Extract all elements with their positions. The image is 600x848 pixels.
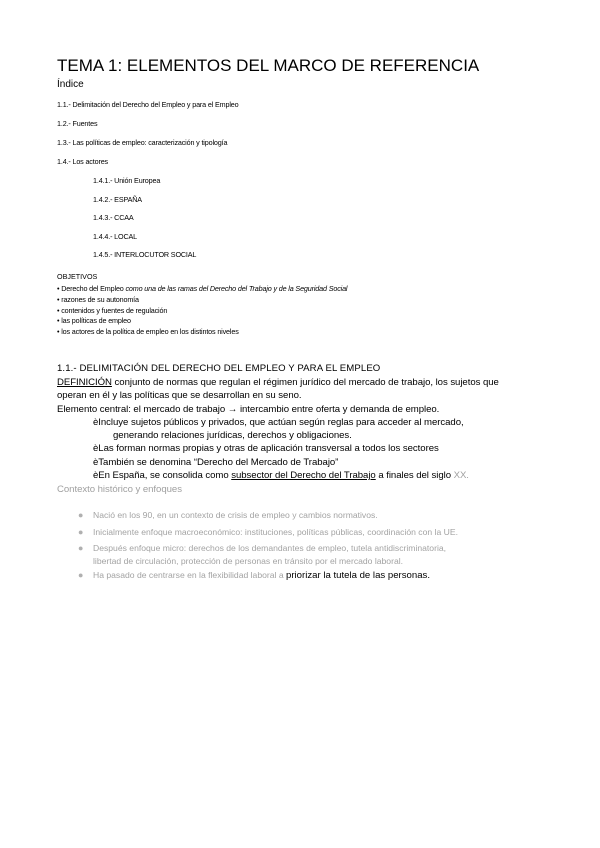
- point-text: èEn España, se consolida como: [93, 470, 232, 481]
- context-item: Nació en los 90, en un contexto de crisis de empleo y cambios normativos.: [93, 510, 378, 520]
- index-heading: Índice: [57, 79, 84, 90]
- toc-item: 1.3.- Las políticas de empleo: caracterización y tipología: [57, 138, 228, 147]
- context-item: [93, 570, 430, 581]
- toc-item: 1.1.- Delimitación del Derecho del Empleo y para el Empleo: [57, 100, 239, 109]
- objective-item: • las políticas de empleo: [57, 316, 131, 325]
- century-text: XX.: [453, 470, 469, 481]
- definition-line: operan en él y las políticas que se desarrollan en su seno.: [57, 390, 302, 401]
- central-element: Elemento central: el mercado de trabajo → intercambio entre oferta y demanda de empleo.: [57, 404, 440, 415]
- bullet-icon: ●: [78, 570, 84, 580]
- bullet-icon: ●: [78, 510, 84, 520]
- point-item-continuation: generando relaciones jurídicas, derechos y obligaciones.: [113, 430, 352, 441]
- toc-item: 1.2.- Fuentes: [57, 119, 98, 128]
- objective-item: [57, 284, 347, 293]
- objective-item: • los actores de la política de empleo en los distintos niveles: [57, 327, 239, 336]
- point-item: èTambién se denomina “Derecho del Mercado de Trabajo”: [93, 457, 339, 468]
- context-item: Inicialmente enfoque macroeconómico: instituciones, políticas públicas, coordinación con la UE.: [93, 527, 458, 537]
- toc-subitem: 1.4.1.- Unión Europea: [93, 176, 161, 185]
- point-item: èLas forman normas propias y otras de aplicación transversal a todos los sectores: [93, 443, 439, 454]
- toc-subitem: 1.4.5.- INTERLOCUTOR SOCIAL: [93, 250, 197, 259]
- definition-line: [57, 377, 499, 388]
- toc-subitem: 1.4.2.- ESPAÑA: [93, 195, 142, 204]
- context-item: Después enfoque micro: derechos de los demandantes de empleo, tutela antidiscriminatoria,: [93, 543, 447, 553]
- objective-item: • razones de su autonomía: [57, 295, 139, 304]
- objective-item: • contenidos y fuentes de regulación: [57, 306, 168, 315]
- context-text: Ha pasado de centrarse en la flexibilidad laboral a: [93, 570, 287, 580]
- context-emphasis-text: priorizar la tutela de las personas.: [286, 570, 430, 581]
- point-item: [93, 470, 469, 481]
- definition-text: conjunto de normas que regulan el régimen jurídico del mercado de trabajo, los sujetos que: [111, 377, 499, 388]
- context-heading: Contexto histórico y enfoques: [57, 484, 182, 495]
- objective-italic-text: como una de las ramas del Derecho del Trabajo y de la Seguridad Social: [125, 284, 348, 293]
- objective-text: • Derecho del Empleo: [57, 284, 126, 293]
- toc-subitem: 1.4.4.- LOCAL: [93, 232, 137, 241]
- context-item-continuation: libertad de circulación, protección de personas en tránsito por el mercado laboral.: [93, 556, 404, 566]
- bullet-icon: ●: [78, 543, 84, 553]
- subsector-link-text: subsector del Derecho del Trabajo: [231, 470, 376, 481]
- point-text: a finales del siglo: [375, 470, 454, 481]
- bullet-icon: ●: [78, 527, 84, 537]
- objectives-heading: OBJETIVOS: [57, 272, 98, 281]
- page-title: TEMA 1: ELEMENTOS DEL MARCO DE REFERENCIA: [57, 56, 480, 75]
- point-item: èIncluye sujetos públicos y privados, que actúan según reglas para acceder al mercado,: [93, 417, 464, 428]
- toc-item: 1.4.- Los actores: [57, 157, 108, 166]
- toc-subitem: 1.4.3.- CCAA: [93, 213, 134, 222]
- definition-label: DEFINICIÓN: [57, 377, 112, 388]
- section-heading: 1.1.- DELIMITACIÓN DEL DERECHO DEL EMPLEO Y PARA EL EMPLEO: [57, 363, 381, 374]
